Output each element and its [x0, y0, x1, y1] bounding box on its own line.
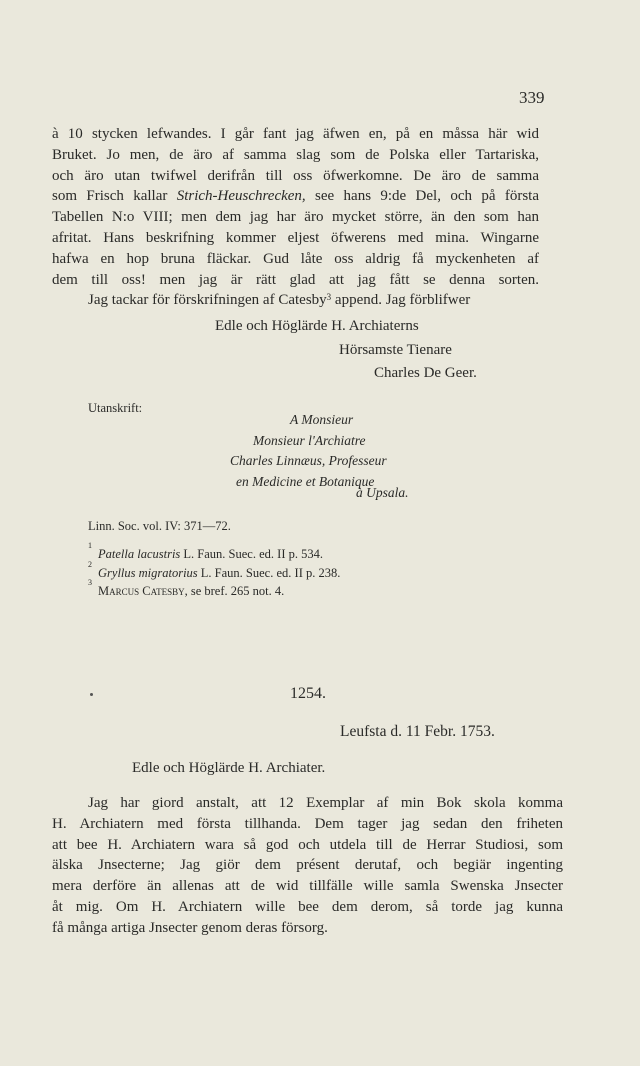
letter-1-line-7: hafwa en hop bruna fläckar. Gud låte oss aldrig få myckenheten af	[52, 250, 539, 267]
letter-number: 1254.	[290, 685, 326, 702]
letter-2-line-6: åt mig. Om H. Archiatern wille bee dem derom, så torde jag kunna	[52, 898, 563, 915]
letter-1-line-3: och äro utan twifwel derifrån till oss öfwerkomne. De äro de samma	[52, 167, 539, 184]
page-number: 339	[519, 88, 545, 107]
footnote-1: $^1$Patella lacustris L. Faun. Suec. ed. II p. 534.	[88, 541, 323, 562]
address-line-2: Monsieur l'Archiatre	[253, 433, 366, 448]
signature: Charles De Geer.	[374, 365, 477, 381]
footnote-2: $^2$Gryllus migratorius L. Faun. Suec. ed. II p. 238.	[88, 560, 341, 581]
letter-1-line-4: som Frisch kallar Strich-Heuschrecken, see hans 9:de Del, och på första	[52, 188, 539, 205]
letter-2-body	[52, 793, 563, 939]
closing-line-2: Hörsamste Tienare	[339, 342, 452, 358]
letter-2-line-2: H. Archiatern med första tillhanda. Dem tager jag sedan den friheten	[52, 815, 563, 832]
letter-1-body	[52, 124, 539, 311]
letter-1-line-2: Bruket. Jo men, de äro af samma slag som de Polska eller Tartariska,	[52, 146, 539, 163]
letter-1-line-5: Tabellen N:o VIII; men dem jag har äro mycket större, än den som han	[52, 209, 539, 226]
address-line-4: en Medicine et Botanique	[236, 474, 375, 489]
letter-2-line-5: mera derföre än allenas att de wid tillfälle wille samla Swenska Jnsecter	[52, 878, 563, 895]
letter-2-line-7: få många artiga Jnsecter genom deras försorg.	[52, 919, 328, 936]
thanks-line: Jag tackar för förskrifningen af Catesby$^3$ append. Jag förblifwer	[88, 292, 471, 309]
stray-mark	[90, 693, 93, 696]
strich-heuschrecken-term: Strich-Heuschrecken,	[176, 188, 306, 205]
letter-2-line-4: älska Jnsecterne; Jag giör dem présent derutaf, och begiär ingenting	[52, 857, 563, 874]
closing-line-1: Edle och Höglärde H. Archiaterns	[215, 318, 419, 334]
letter-2-line-3: att bee H. Archiatern wara så god och utdela till de Herrar Studiosi, som	[52, 836, 563, 853]
source-citation: Linn. Soc. vol. IV: 371—72.	[88, 519, 231, 533]
letter-2-line-1: Jag har giord anstalt, att 12 Exemplar af min Bok skola komma	[88, 795, 563, 811]
footnote-3: $^3$Marcus Catesby, se bref. 265 not. 4.	[88, 578, 285, 599]
letter-1-line-8: dem till oss! men jag är rätt glad att jag fått se denna sorten.	[52, 271, 539, 288]
address-line-3: Charles Linnæus, Professeur	[230, 453, 387, 468]
footnote-ref-3: 3	[326, 292, 332, 303]
letter-1-line-6: afritat. Hans beskrifning kommer eljest öfwerens med mina. Wingarne	[52, 229, 539, 246]
letter-1-line-1: à 10 stycken lefwandes. I går fant jag äfwen en, på en måssa här wid	[52, 126, 539, 142]
address-line-5: à Upsala.	[356, 485, 409, 500]
address-label: Utanskrift:	[88, 401, 143, 415]
place-date: Leufsta d. 11 Febr. 1753.	[340, 723, 495, 740]
address-line-1: A Monsieur	[290, 412, 354, 427]
salutation: Edle och Höglärde H. Archiater.	[132, 760, 326, 776]
